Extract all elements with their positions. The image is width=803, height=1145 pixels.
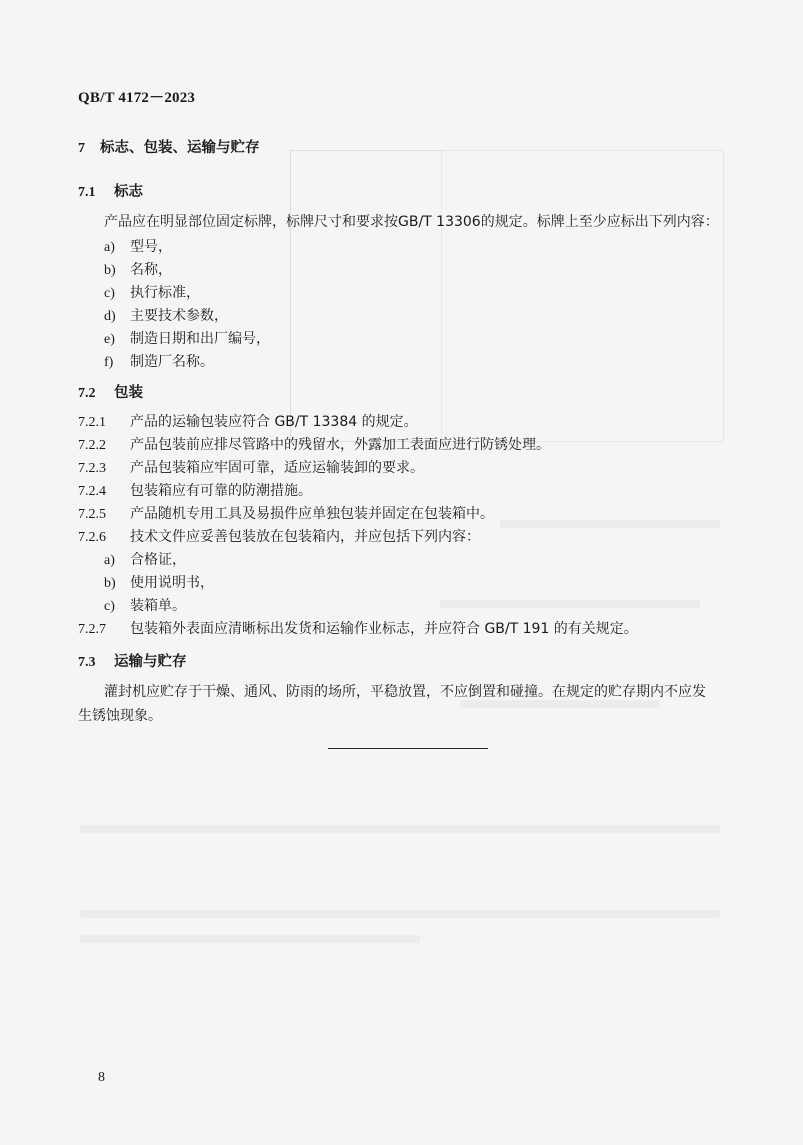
subsection-number: 7.3	[78, 655, 96, 670]
list-marker: e)	[104, 332, 115, 347]
bleed-through-table-col	[290, 150, 442, 442]
clause	[78, 480, 312, 500]
subsection-heading	[78, 650, 187, 671]
subsection-number: 7.1	[78, 185, 96, 200]
list-text: 制造日期和出厂编号，	[130, 331, 270, 347]
list-marker: d)	[104, 309, 116, 324]
clause-text: 包装箱应有可靠的防潮措施。	[130, 483, 312, 499]
list-text: 使用说明书，	[130, 575, 214, 591]
list-text: 制造厂名称。	[130, 354, 214, 370]
list-item	[104, 572, 214, 592]
list-text: 合格证，	[130, 552, 186, 568]
page-number: 8	[98, 1070, 105, 1085]
list-text: 执行标准，	[130, 285, 200, 301]
clause-text: 产品随机专用工具及易损件应单独包装并固定在包装箱中。	[130, 506, 494, 522]
list-marker: c)	[104, 286, 115, 301]
subsection-heading	[78, 180, 143, 201]
clause-text: 技术文件应妥善包装放在包装箱内，并应包括下列内容：	[130, 529, 480, 545]
subsection-title: 运输与贮存	[114, 654, 187, 670]
subsection-title: 标志	[114, 184, 143, 200]
clause	[78, 411, 418, 431]
paragraph: 产品应在明显部位固定标牌，标牌尺寸和要求按GB/T 13306的规定。标牌上至少应标出下列内容：	[104, 214, 719, 230]
bleed-through-text	[440, 600, 700, 608]
list-item	[104, 328, 270, 348]
list-text: 型号，	[130, 239, 172, 255]
clause-number: 7.2.2	[78, 438, 106, 453]
subsection-title: 包装	[114, 385, 143, 401]
subsection-number: 7.2	[78, 386, 96, 401]
clause	[78, 618, 638, 638]
section-heading	[78, 136, 260, 157]
list-item	[104, 305, 228, 325]
bleed-through-text	[460, 700, 660, 708]
list-item	[104, 259, 172, 279]
list-text: 装箱单。	[130, 598, 186, 614]
clause-text: 产品包装前应排尽管路中的残留水，外露加工表面应进行防锈处理。	[130, 437, 550, 453]
list-text: 主要技术参数，	[130, 308, 228, 324]
clause-number: 7.2.7	[78, 622, 106, 637]
bleed-through-text	[80, 935, 420, 943]
section-number: 7	[78, 141, 85, 156]
list-marker: a)	[104, 553, 115, 568]
bleed-through-text	[80, 910, 720, 918]
clause-text: 产品包装箱应牢固可靠，适应运输装卸的要求。	[130, 460, 424, 476]
clause-number: 7.2.3	[78, 461, 106, 476]
list-marker: b)	[104, 263, 116, 278]
list-item	[104, 595, 186, 615]
list-marker: a)	[104, 240, 115, 255]
list-item	[104, 282, 200, 302]
standard-code: QB/T 4172－2023	[78, 90, 196, 106]
clause-number: 7.2.4	[78, 484, 106, 499]
clause-number: 7.2.5	[78, 507, 106, 522]
list-marker: f)	[104, 355, 114, 370]
paragraph-line: 灌封机应贮存于干燥、通风、防雨的场所，平稳放置，不应倒置和碰撞。在规定的贮存期内不应发	[104, 684, 706, 700]
clause	[78, 503, 494, 523]
list-item	[104, 351, 214, 371]
clause-text: 产品的运输包装应符合 GB/T 13384 的规定。	[130, 414, 418, 430]
list-item	[104, 236, 172, 256]
list-text: 名称，	[130, 262, 172, 278]
clause-number: 7.2.6	[78, 530, 106, 545]
list-item	[104, 549, 186, 569]
bleed-through-text	[500, 520, 720, 528]
clause	[78, 526, 480, 546]
list-marker: c)	[104, 599, 115, 614]
paragraph-line: 生锈蚀现象。	[78, 708, 162, 724]
bleed-through-text	[80, 825, 720, 833]
end-of-standard-rule	[328, 748, 488, 749]
subsection-heading	[78, 381, 143, 402]
clause	[78, 457, 424, 477]
list-marker: b)	[104, 576, 116, 591]
clause	[78, 434, 550, 454]
section-title: 标志、包装、运输与贮存	[100, 140, 260, 156]
clause-text: 包装箱外表面应清晰标出发货和运输作业标志，并应符合 GB/T 191 的有关规定。	[130, 621, 638, 637]
clause-number: 7.2.1	[78, 415, 106, 430]
